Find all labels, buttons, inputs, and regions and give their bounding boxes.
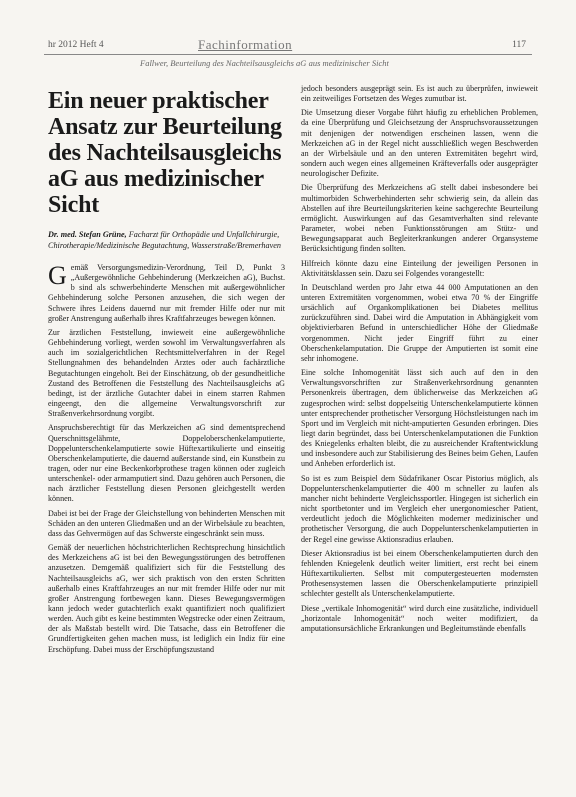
header-rule bbox=[44, 54, 532, 55]
paragraph-10: In Deutschland werden pro Jahr etwa 44 000 Amputationen an den unteren Extremitäten vorgenommen, wobei etwa 70 % der Eingriffe ursächlich auf Organkomplikationen bei Diabetes mellitus zurückzuführen sind. Dabei wird die Amputation in Abhängigkeit vom objektivierbaren Befund in unterschiedlicher Höhe der Gliedmaße vorgenommen. Nicht jeder Eingriff führt zu einer Oberschenkelamputation. Die Gruppe der Amputierten ist somit eine sehr inhomogene. bbox=[301, 282, 538, 363]
author-name: Dr. med. Stefan Grüne, bbox=[48, 230, 127, 239]
paragraph-12: So ist es zum Beispiel dem Südafrikaner Oscar Pistorius möglich, als Doppelunterschenkelamputierter die 400 m schneller zu laufen als mancher nicht behinderte Vergleichssportler. Hingegen ist sicherlich ein nicht sportbetonter und im Vergleich eher unergonomiescher Patient, verdeutlicht jedoch die Möglichkeiten moderner medizinischer und prothetischer Versorgung, die auch Doppelunterschenkelamputierten in der Regel eine gewisse Aktionsradius erlauben. bbox=[301, 473, 538, 544]
paragraph-11: Eine solche Inhomogenität lässt sich auch auf den in den Verwaltungsvorschriften zur Straßenverkehrsordnung genannten Personenkreis übertragen, dem üblicherweise das Merkzeichen aG zugesprochen wird: selbst doppelseitig Unterschenkelamputierte können unter entsprechender prothetischer Versorgung Höchstleistungen nach im Sport und im Vergleich mit nicht-amputierten Gesunden erbringen. Dies liegt darin begründet, dass bei Unterschenkelamputationen die Funktion des Kniegelenks erhalten bleibt, die zu ausreichender Kraftentwicklung und insbesondere auch zur Stabilisierung des Beines beim Gehen, Laufen und Anheben erforderlich ist. bbox=[301, 368, 538, 469]
author-affiliation: Facharzt für Orthopädie und Unfallchirurgie, Chirotherapie/Medizinische Begutachtung, Wasserstraße/Bremerhaven bbox=[48, 230, 281, 250]
page-number: 117 bbox=[512, 40, 526, 50]
running-subtitle: Fallwer, Beurteilung des Nachteilsausgleichs aG aus medizinischer Sicht bbox=[140, 58, 389, 68]
drop-cap: G bbox=[48, 261, 67, 290]
paragraph-5: Gemäß der neuerlichen höchstrichterlichen Rechtsprechung hinsichtlich des Merkzeichens aG ist bei den Bewegungsstörungen des betroffenen anzusetzen. Demgemäß qualifiziert sich für die Feststellung des Nachteilsausgleichs aG, wer sich praktisch von den ersten Schritten außerhalb eines Kraftfahrzeuges an nur mit fremder Hilfe oder nur mit großer Anstrengung fortbewegen kann. Dieses Bewegungsvermögen kann jedoch weder gutachterlich exakt quantifiziert noch qualifiziert werden. Auch gibt es keine bestimmten Wegstrecke oder einen Zeitraum, der als Maßstab bestellt wird. Die Tatsache, dass ein Betroffener die Grundfertigkeiten gehen machen muss, ist lediglich ein Indiz für eine Erschöpfung. Dabei muss der Erschöpfungszustand bbox=[48, 543, 285, 654]
left-column bbox=[48, 84, 285, 659]
section-title: Fachinformation bbox=[198, 37, 293, 52]
issue-info: hr 2012 Heft 4 bbox=[48, 40, 104, 50]
paragraph-8: Die Überprüfung des Merkzeichens aG stellt dabei insbesondere bei multimorbiden Schwerbehinderten sehr schwierig sein, da allein das Abstellen auf ihre Beurteilungskriterien keine sachgerechte Beurteilung ermöglicht. Auswirkungen auf das Gesamtverhalten sind relevante Parameter, wobei neben Funktionsstörungen am Stütz- und Bewegungsapparat auch Begleiterkrankungen anderer Organsysteme Berücksichtigung finden sollten. bbox=[301, 183, 538, 254]
paragraph-9: Hilfreich könnte dazu eine Einteilung der jeweiligen Personen in Aktivitätsklassen sein. Dazu sei Folgendes vorangestellt: bbox=[301, 258, 538, 278]
paragraph-1-text: emäß Versorgungsmedizin-Verordnung, Teil D, Punkt 3 „Außergewöhnliche Gehbehinderung (Merkzeichen aG), Buchst. b sind als schwerbehinderte Menschen mit außergewöhnlicher Gehbehinderung solche Personen anzusehen, die sich wegen der Schwere ihres Leidens dauernd nur mit fremder Hilfe oder nur mit großer Anstrengung außerhalb ihres Kraftfahrzeuges bewegen können. bbox=[48, 263, 285, 323]
paragraph-14: Diese „vertikale Inhomogenität“ wird durch eine zusätzliche, individuell „horizontale Inhomogenität“ noch weiter modifiziert, da amputationsursächliche Erkrankungen und Begleitumstände ebenfalls bbox=[301, 603, 538, 633]
paragraph-13: Dieser Aktionsradius ist bei einem Oberschenkelamputierten durch den fehlenden Kniegelenk deutlich weiter limitiert, erst recht bei einem Hüftexartikulierten. Selbst mit computergesteuerten modernsten Prothesensystemen lassen die Oberschenkelamputierte prinzipiell schlechter gestellt als Unterschenkelamputierte. bbox=[301, 548, 538, 599]
paragraph-6: jedoch besonders ausgeprägt sein. Es ist auch zu überprüfen, inwieweit ein zeitweiliges Fortsetzen des Weges zumutbar ist. bbox=[301, 84, 538, 104]
paragraph-1 bbox=[48, 263, 285, 324]
paragraph-3: Anspruchsberechtigt für das Merkzeichen aG sind dementsprechend Querschnittsgelähmte, Doppeloberschenkelamputierte, Doppelunterschenkelamputierte sowie Hüftexartikulierte und einseitig Oberschenkelamputierte, die dauernd außerstande sind, ein Kunstbein zu tragen, oder nur eine Beckenkorbprothese tragen können oder zugleich unterschenkel- oder armamputiert sind. Dazu gehören auch Personen, die nach ärztlicher Feststellung diesen Personen gleichgestellt werden können. bbox=[48, 423, 285, 504]
paragraph-2: Zur ärztlichen Feststellung, inwieweit eine außergewöhnliche Gehbehinderung vorliegt, werden sowohl im Verwaltungsverfahren als auch im sozialgerichtlichen Rechtsmittelverfahren in der Regel Stellungnahmen des behandelnden Arztes oder auch fachärztliche Begutachtungen eingeholt. Bei der Einschätzung, ob der gesundheitliche Zustand des Betroffenen die Feststellung des Nachteilsausgleichs aG bedingt, ist der ärztliche Gutachter dabei in einem starren Rahmen eingeengt, den die allgemeine Verwaltungsvorschrift zur Straßenverkehrsordnung vorgibt. bbox=[48, 327, 285, 419]
article-title: Ein neuer praktischer Ansatz zur Beurteilung des Nachteilsausgleichs aG aus medizinischer Sicht bbox=[48, 88, 282, 218]
author-line bbox=[48, 230, 285, 251]
right-column bbox=[301, 84, 538, 638]
paragraph-7: Die Umsetzung dieser Vorgabe führt häufig zu erheblichen Problemen, da eine Überprüfung und Gleichsetzung der Anspruchsvoraussetzungen mit denjenigen der notwendigen erscheinen lassen, wenn die Merkzeichen aG in der Regel nicht ausschließlich wegen Beschwerden an der Wirbelsäule und an den unteren Extremitäten begehrt wird, sondern auch wegen eines allgemeinen Kräfteverfalls oder ausgeprägter neurologischer Defizite. bbox=[301, 108, 538, 179]
paragraph-4: Dabei ist bei der Frage der Gleichstellung von behinderten Menschen mit Schäden an den unteren Gliedmaßen und an der Wirbelsäule zu beachten, dass das Gehvermögen auf das Schwerste eingeschränkt sein muss. bbox=[48, 508, 285, 538]
